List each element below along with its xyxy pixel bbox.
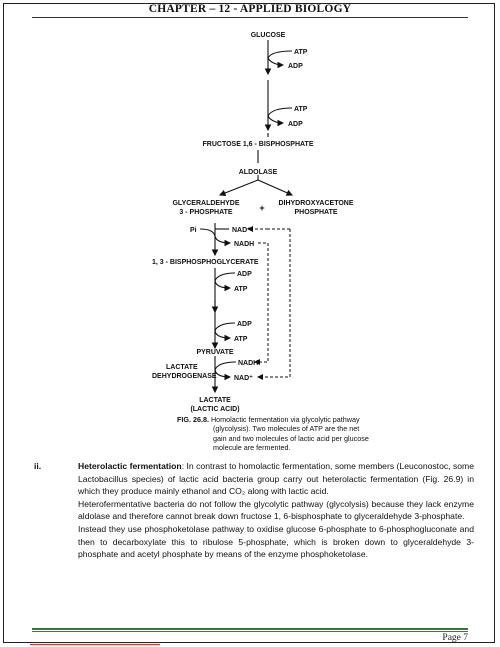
adp-atp-curve-3: [215, 273, 235, 288]
label-bpg: 1, 3 - BISPHOSPHOGLYCERATE: [152, 259, 259, 266]
red-underline: [30, 644, 160, 645]
paragraph-1: [78, 460, 474, 498]
caption-line-3: gain and two molecules of lactic acid per glucose: [213, 433, 369, 443]
label-lactate: LACTATE: [199, 397, 231, 404]
nadh-nad-curve-2: [215, 362, 236, 377]
label-dhap-line1: DIHYDROXYACETONE: [278, 200, 354, 207]
label-adp-3: ADP: [237, 271, 252, 278]
label-g3p-line2: 3 - PHOSPHATE: [179, 209, 233, 216]
label-fructose: FRUCTOSE 1,6 - BISPHOSPHATE: [202, 141, 314, 148]
label-pi: Pi: [190, 227, 197, 234]
caption-line-4: molecule are fermented.: [213, 442, 291, 452]
label-g3p-line1: GLYCERALDEHYDE: [172, 200, 240, 207]
label-atp-2: ATP: [294, 106, 308, 113]
arrow-to-g3p: [220, 180, 258, 195]
footer-rule-thin: [32, 631, 468, 632]
arrow-to-dhap: [258, 180, 292, 195]
label-nad-2: NAD⁺: [234, 375, 253, 382]
figure-caption: [177, 415, 427, 452]
adp-atp-curve-4: [215, 323, 235, 338]
label-glucose: GLUCOSE: [250, 32, 286, 39]
label-nad-1: NAD⁺: [232, 227, 251, 234]
label-plus: +: [259, 203, 265, 213]
dash-loop-outer: [258, 229, 290, 377]
label-atp-3: ATP: [234, 286, 248, 293]
label-dhap-line2: PHOSPHATE: [294, 209, 338, 216]
section-title: Heterolactic fermentation: [78, 461, 182, 471]
caption-line-1: Homolactic fermentation via glycolytic pathway: [210, 415, 360, 424]
label-ldh-line1: LACTATE: [166, 364, 198, 371]
label-atp-4: ATP: [234, 336, 248, 343]
section-number: ii.: [34, 461, 42, 471]
label-adp-2: ADP: [288, 121, 303, 128]
label-nadh-1: NADH: [234, 241, 255, 248]
label-ldh-line2: DEHYDROGENASE: [152, 373, 217, 380]
label-adp-4: ADP: [237, 321, 252, 328]
caption-label: FIG. 26.8.: [177, 415, 209, 424]
label-aldolase: ALDOLASE: [238, 169, 278, 176]
label-adp-1: ADP: [288, 63, 303, 70]
paragraph-1-text: : In contrast to homolactic fermentation, some members (Leuconostoc, some Lactobacillus species) of lactic acid bacteria group carry out heterolactic fermentation (Fig. 26.9) in which they produce mainly ethanol and CO₂ along with lactic acid.: [78, 461, 474, 497]
label-nadh-2: NADH: [238, 360, 259, 367]
footer-rule: [32, 628, 468, 630]
paragraph-3: Instead they use phosphoketolase pathway to oxidise glucose 6-phosphate to 6-phosphogluconate and then to decarboxylate this to ribulose 5-phosphate, which is broken down to glyceraldehyde 3-phosphate and acetyl phosphate by means of the enzyme phosphoketolase.: [78, 523, 474, 560]
page-number: Page 7: [442, 633, 468, 643]
caption-line-2: (glycolysis). Two molecules of ATP are the net: [213, 424, 360, 434]
chapter-header: CHAPTER – 12 - APPLIED BIOLOGY: [148, 3, 352, 15]
paragraph-2: Heterofermentative bacteria do not follow the glycolytic pathway (glycolysis) because they lack enzyme aldolase and therefore cannot break down fructose 1, 6-bisphosphate to glyceraldehyde 3-phosphate.: [78, 498, 474, 522]
heterolactic-section: [34, 460, 474, 561]
label-atp-1: ATP: [294, 49, 308, 56]
label-pyruvate: PYRUVATE: [196, 349, 234, 356]
label-lactic-acid: (LACTIC ACID): [190, 406, 240, 413]
